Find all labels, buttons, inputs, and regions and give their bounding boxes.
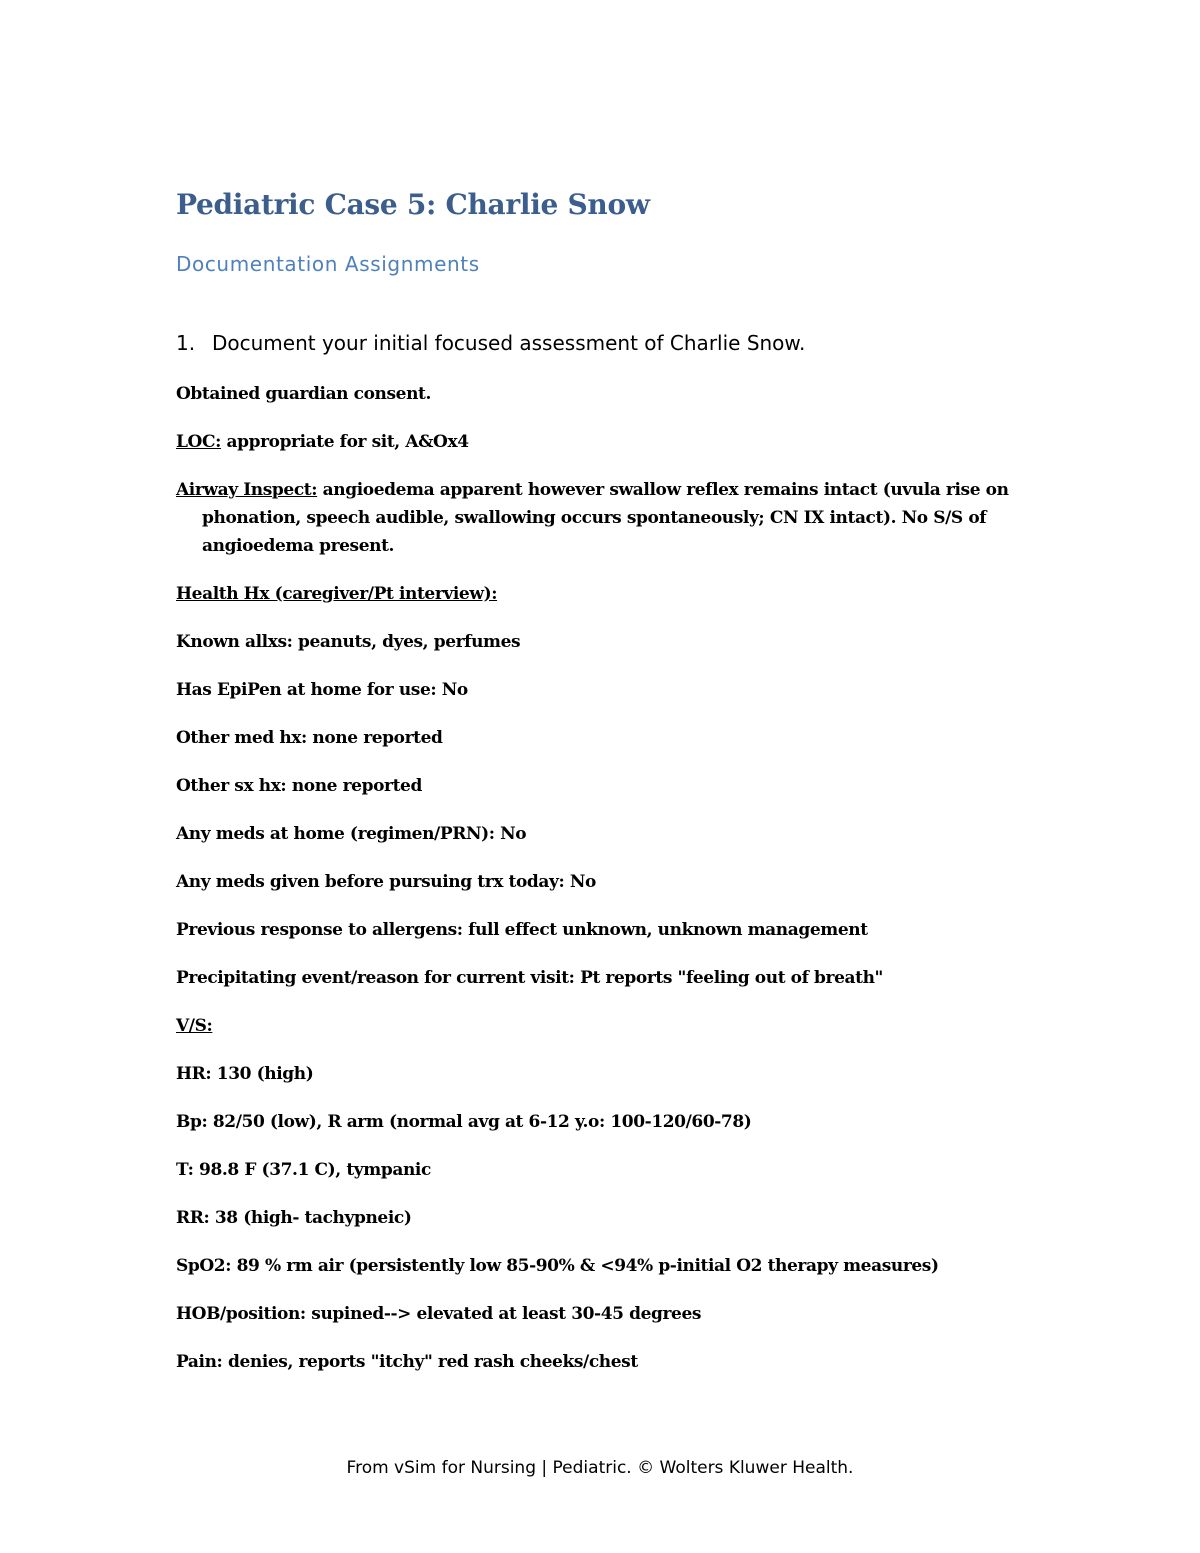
note-text: Other med hx: none reported [176,728,443,748]
note-line [176,1204,1036,1232]
note-text: Precipitating event/reason for current visit: Pt reports "feeling out of breath" [176,968,883,988]
question-text: Document your initial focused assessment of Charlie Snow. [212,331,806,355]
note-line [176,580,1036,608]
note-text: appropriate for sit, A&Ox4 [220,432,469,452]
note-line [176,1252,1036,1280]
note-text: Any meds given before pursuing trx today: No [176,872,596,892]
note-line [176,476,1036,560]
note-text: HOB/position: supined--> elevated at least 30-45 degrees [176,1304,702,1324]
note-line [176,724,1036,752]
note-text: Previous response to allergens: full effect unknown, unknown management [176,920,868,940]
assessment-notes [176,380,1036,1396]
note-text: angioedema apparent however swallow reflex remains intact (uvula rise on phonation, speech audible, swallowing occurs spontaneously; CN IX intact). No S/S of angioedema present. [202,480,1009,556]
note-text: SpO2: 89 % rm air (persistently low 85-90% & <94% p-initial O2 therapy measures) [176,1256,939,1276]
note-label: V/S: [176,1016,213,1036]
page-footer: From vSim for Nursing | Pediatric. © Wolters Kluwer Health. [346,1458,854,1478]
note-text: Pain: denies, reports "itchy" red rash cheeks/chest [176,1352,638,1372]
note-line [176,964,1036,992]
note-text: HR: 130 (high) [176,1064,314,1084]
note-text: Has EpiPen at home for use: No [176,680,468,700]
note-line [176,1060,1036,1088]
note-line [176,820,1036,848]
assignment-question [176,331,805,355]
note-line [176,428,1036,456]
note-line [176,868,1036,896]
note-line [176,380,1036,408]
note-line [176,1012,1036,1040]
note-line [176,916,1036,944]
note-line [176,1108,1036,1136]
note-label: Health Hx (caregiver/Pt interview): [176,584,498,604]
note-text: Obtained guardian consent. [176,384,432,404]
note-line [176,676,1036,704]
document-title: Pediatric Case 5: Charlie Snow [176,188,650,221]
note-text: Known allxs: peanuts, dyes, perfumes [176,632,521,652]
note-label: LOC: [176,432,221,452]
note-text: RR: 38 (high- tachypneic) [176,1208,412,1228]
note-line [176,1300,1036,1328]
note-text: Any meds at home (regimen/PRN): No [176,824,527,844]
document-subtitle: Documentation Assignments [176,252,480,276]
note-text: T: 98.8 F (37.1 C), tympanic [176,1160,431,1180]
note-text: Bp: 82/50 (low), R arm (normal avg at 6-12 y.o: 100-120/60-78) [176,1112,752,1132]
note-label: Airway Inspect: [176,480,318,500]
note-line [176,1348,1036,1376]
note-line [176,628,1036,656]
question-number: 1. [176,331,196,355]
note-text: Other sx hx: none reported [176,776,422,796]
note-line [176,1156,1036,1184]
note-line [176,772,1036,800]
